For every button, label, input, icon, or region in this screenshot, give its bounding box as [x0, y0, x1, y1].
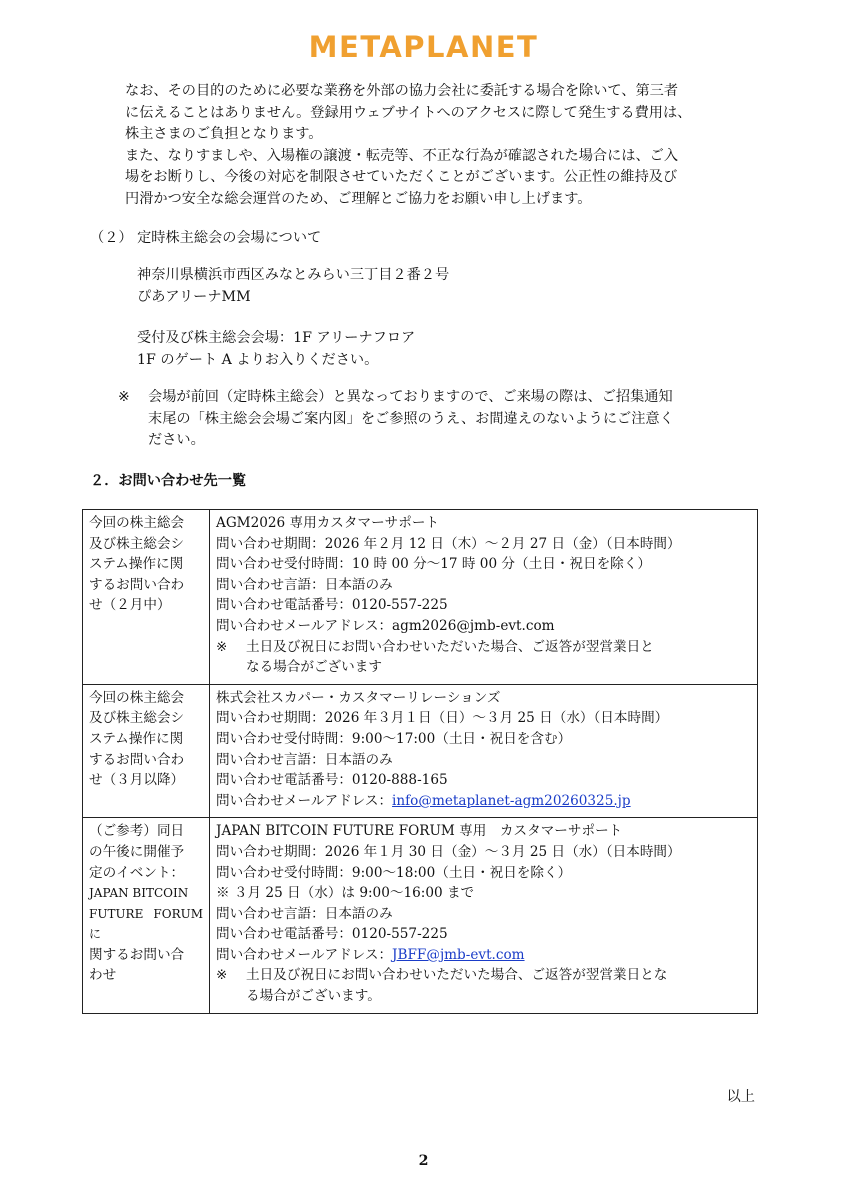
reception-line: 1F のゲート A よりお入りください。: [137, 351, 379, 368]
row-note: [216, 965, 751, 1006]
detail-line: 問い合わせ期間：2026 年１月 30 日（金）～３月 25 日（水）（日本時間）: [216, 843, 681, 860]
row-category: [83, 818, 210, 1013]
detail-line: 問い合わせ電話番号：0120-888-165: [216, 772, 448, 789]
intro-line: 株主さまのご負担となります。: [125, 126, 323, 142]
detail-line: 問い合わせ受付時間：9:00～17:00（土日・祝日を含む）: [216, 730, 572, 747]
email-label: 問い合わせメールアドレス：: [216, 792, 393, 809]
inquiry-heading: ２．お問い合わせ先一覧: [90, 473, 247, 489]
venue-note-line: 末尾の「株主総会会場ご案内図」をご参照のうえ、お間違えのないようにご注意く: [148, 410, 674, 427]
address-line: 神奈川県横浜市西区みなとみらい三丁目２番２号: [137, 267, 450, 283]
note-mark: ※: [216, 638, 228, 655]
category-line: （ご参考）同日: [89, 823, 185, 840]
email-link[interactable]: JBFF@jmb-evt.com: [392, 946, 525, 963]
venue-reception: [137, 328, 415, 371]
intro-line: 場をお断りし、今後の対応を制限させていただくことがございます。公正性の維持及び: [125, 169, 678, 185]
venue-name: ぴあアリーナMM: [137, 288, 251, 305]
venue-note-line: 会場が前回（定時株主総会）と異なっておりますので、ご来場の際は、ご招集通知: [148, 389, 673, 405]
row-category: [83, 684, 210, 818]
detail-line: 問い合わせ言語：日本語のみ: [216, 751, 393, 768]
detail-line: 問い合わせ期間：2026 年３月１日（日）～３月 25 日（水）（日本時間）: [216, 710, 669, 727]
detail-line: 問い合わせ言語：日本語のみ: [216, 576, 393, 593]
venue-note-line: ださい。: [148, 432, 205, 448]
detail-line: 問い合わせ受付時間：10 時 00 分～17 時 00 分（土日・祝日を除く）: [216, 556, 651, 573]
note-mark: ※: [216, 967, 228, 984]
email-line: [216, 616, 751, 637]
row-details: [210, 684, 758, 818]
detail-line: 問い合わせ言語：日本語のみ: [216, 905, 393, 922]
row-note: [216, 637, 751, 678]
intro-line: また、なりすましや、入場権の譲渡・転売等、不正な行為が確認された場合には、ご入: [125, 147, 679, 164]
category-line: わせ: [89, 967, 117, 984]
category-line: するお問い合わ: [89, 576, 185, 593]
detail-line: AGM2026 専用カスタマーサポート: [216, 515, 440, 531]
intro-line: に伝えることはありません。登録用ウェブサイトへのアクセスに際して発生する費用は、: [125, 104, 692, 121]
category-line: するお問い合わ: [89, 751, 185, 768]
category-line: 及び株主総会シ: [89, 710, 185, 727]
intro-paragraph: [125, 81, 765, 210]
venue-address: [137, 265, 449, 308]
detail-line: 問い合わせ電話番号：0120-557-225: [216, 597, 448, 614]
row-details: [210, 818, 758, 1013]
category-line: の午後に開催予: [89, 843, 185, 860]
detail-line: 株式会社スカパー・カスタマーリレーションズ: [216, 689, 501, 706]
row-category: [83, 510, 210, 685]
category-line: 及び株主総会シ: [89, 535, 185, 552]
detail-line: ※ ３月 25 日（水）は 9:00～16:00 まで: [216, 885, 475, 902]
detail-line: 問い合わせ電話番号：0120-557-225: [216, 926, 448, 943]
note-line: 土日及び祝日にお問い合わせいただいた場合、ご返答が翌営業日と: [246, 638, 654, 655]
email-label: 問い合わせメールアドレス：: [216, 617, 393, 634]
reception-line: 受付及び株主総会会場：1F アリーナフロア: [137, 330, 416, 346]
note-line: 土日及び祝日にお問い合わせいただいた場合、ご返答が翌営業日とな: [246, 967, 668, 984]
note-line: なる場合がございます: [246, 659, 382, 676]
category-line: ステム操作に関: [89, 556, 184, 573]
row-details: [210, 510, 758, 685]
category-line: せ（２月中）: [89, 597, 171, 614]
detail-line: 問い合わせ期間：2026 年２月 12 日（木）～２月 27 日（金）（日本時間）: [216, 535, 681, 552]
venue-section-heading: （２） 定時株主総会の会場について: [90, 230, 322, 246]
email-label: 問い合わせメールアドレス：: [216, 946, 393, 963]
detail-line: JAPAN BITCOIN FUTURE FORUM 専用 カスタマーサポート: [216, 823, 623, 840]
note-line: る場合がございます。: [246, 988, 381, 1005]
metaplanet-logo: [0, 30, 847, 64]
detail-line: 問い合わせ受付時間：9:00～18:00（土日・祝日を除く）: [216, 864, 572, 881]
table-row: [83, 818, 758, 1013]
category-line: せ（３月以降）: [89, 772, 185, 789]
email-link[interactable]: info@metaplanet-agm20260325.jp: [392, 792, 631, 809]
category-line: 関するお問い合: [89, 946, 185, 963]
closing-text: 以上: [726, 1089, 755, 1105]
note-mark: ※: [118, 389, 130, 405]
category-line: FUTURE FORUMに: [89, 906, 203, 942]
logo-text: METAPLANET: [308, 30, 539, 64]
email-address: agm2026@jmb-evt.com: [392, 617, 555, 634]
intro-line: なお、その目的のために必要な業務を外部の協力会社に委託する場合を除いて、第三者: [125, 83, 679, 99]
inquiry-table: [82, 509, 758, 1014]
category-line: 今回の株主総会: [89, 515, 185, 531]
category-line: JAPAN BITCOIN: [89, 886, 189, 901]
intro-line: 円滑かつ安全な総会運営のため、ご理解とご協力をお願い申し上げます。: [125, 190, 592, 207]
table-row: [83, 510, 758, 685]
category-line: 今回の株主総会: [89, 689, 185, 706]
email-line: [216, 791, 751, 812]
email-line: [216, 945, 751, 966]
page-number: 2: [418, 1153, 429, 1169]
category-line: 定のイベント：: [89, 864, 185, 881]
category-line: ステム操作に関: [89, 730, 184, 747]
table-row: [83, 684, 758, 818]
